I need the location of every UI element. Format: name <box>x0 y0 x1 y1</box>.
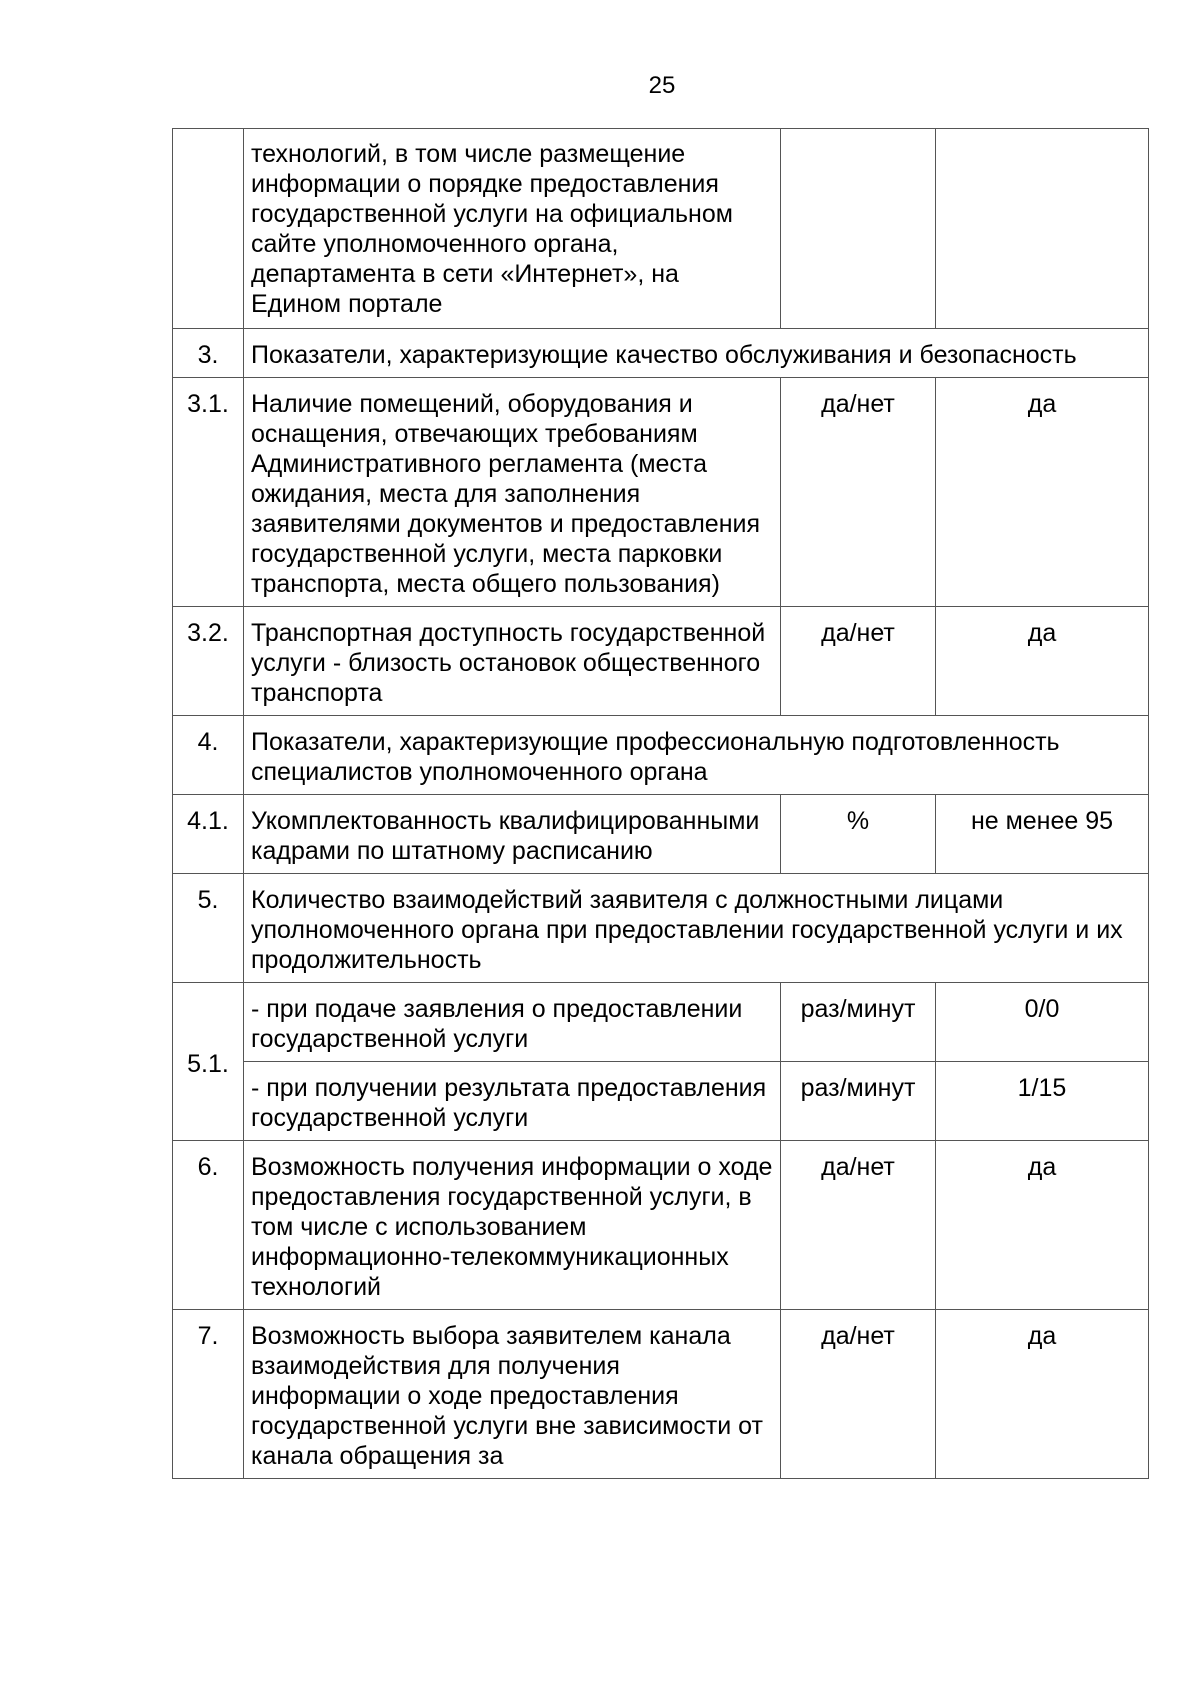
indicator-name: - при подаче заявления о предоставлении государственной услуги <box>244 983 781 1062</box>
row-number: 5.1. <box>173 983 244 1141</box>
norm-value: 1/15 <box>936 1062 1149 1141</box>
norm-value: да <box>936 1310 1149 1479</box>
row-number: 7. <box>173 1310 244 1479</box>
unit-cell: да/нет <box>781 1141 936 1310</box>
table-row <box>173 1141 1149 1310</box>
row-number: 5. <box>173 874 244 983</box>
norm-value: да <box>936 607 1149 716</box>
row-number: 6. <box>173 1141 244 1310</box>
section-title: Показатели, характеризующие качество обслуживания и безопасность <box>244 329 1149 378</box>
indicator-name: Возможность выбора заявителем канала взаимодействия для получения информации о ходе предоставления государственной услуги вне зависимости от канала обращения за <box>244 1310 781 1479</box>
unit-cell <box>781 129 936 329</box>
unit-cell: раз/минут <box>781 1062 936 1141</box>
norm-value <box>936 129 1149 329</box>
unit-cell: да/нет <box>781 378 936 607</box>
norm-value: не менее 95 <box>936 795 1149 874</box>
row-number: 4.1. <box>173 795 244 874</box>
indicator-name: Наличие помещений, оборудования и оснащения, отвечающих требованиям Административного регламента (места ожидания, места для заполнения заявителями документов и предоставления государственной услуги, места парковки транспорта, места общего пользования) <box>244 378 781 607</box>
table-row <box>173 607 1149 716</box>
table-row <box>173 795 1149 874</box>
row-number: 3.2. <box>173 607 244 716</box>
row-number <box>173 129 244 329</box>
table-row-section <box>173 329 1149 378</box>
indicators-table <box>172 128 1149 1479</box>
indicator-name: Укомплектованность квалифицированными кадрами по штатному расписанию <box>244 795 781 874</box>
table-row <box>173 983 1149 1062</box>
page-number: 25 <box>648 72 676 99</box>
unit-cell: раз/минут <box>781 983 936 1062</box>
table-row <box>173 378 1149 607</box>
table-row-section <box>173 874 1149 983</box>
norm-value: 0/0 <box>936 983 1149 1062</box>
table-row <box>173 1062 1149 1141</box>
section-title: Показатели, характеризующие профессиональную подготовленность специалистов уполномоченного органа <box>244 716 1149 795</box>
indicator-name: - при получении результата предоставления государственной услуги <box>244 1062 781 1141</box>
indicator-name: Транспортная доступность государственной услуги - близость остановок общественного транспорта <box>244 607 781 716</box>
row-number: 3.1. <box>173 378 244 607</box>
unit-cell: % <box>781 795 936 874</box>
norm-value: да <box>936 1141 1149 1310</box>
table-row-section <box>173 716 1149 795</box>
indicator-name: Возможность получения информации о ходе предоставления государственной услуги, в том числе с использованием информационно-телекоммуникационных технологий <box>244 1141 781 1310</box>
norm-value: да <box>936 378 1149 607</box>
section-title: Количество взаимодействий заявителя с должностными лицами уполномоченного органа при предоставлении государственной услуги и их продолжительность <box>244 874 1149 983</box>
unit-cell: да/нет <box>781 1310 936 1479</box>
unit-cell: да/нет <box>781 607 936 716</box>
row-number: 3. <box>173 329 244 378</box>
table-row <box>173 129 1149 329</box>
table-row <box>173 1310 1149 1479</box>
row-number: 4. <box>173 716 244 795</box>
indicator-name: технологий, в том числе размещение информации о порядке предоставления государственной услуги на официальном сайте уполномоченного органа, департамента в сети «Интернет», на Едином портале <box>244 129 781 329</box>
